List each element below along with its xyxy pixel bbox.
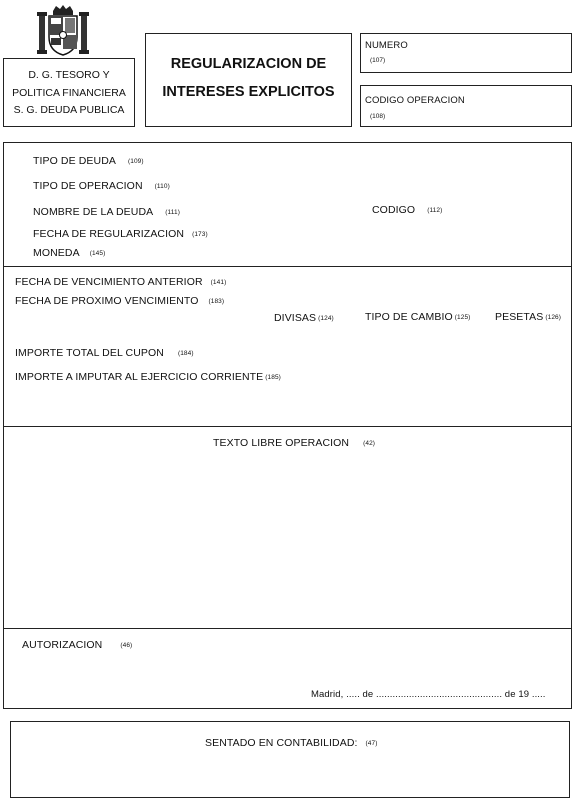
pesetas-label: PESETAS xyxy=(495,311,544,323)
importe-total-code: (184) xyxy=(177,350,194,357)
tipo-cambio-field[interactable] xyxy=(365,311,470,323)
autorizacion-field[interactable] xyxy=(22,639,132,651)
section-divider-1 xyxy=(3,266,572,267)
tipo-deuda-code: (109) xyxy=(127,158,144,165)
importe-imputar-label: IMPORTE A IMPUTAR AL EJERCICIO CORRIENTE xyxy=(15,371,264,383)
codigo-code: (112) xyxy=(427,207,443,214)
nombre-deuda-code: (111) xyxy=(165,209,180,216)
form-title-line-2: INTERESES EXPLICITOS xyxy=(162,84,335,100)
codigo-field[interactable] xyxy=(372,204,442,216)
codigo-operacion-box[interactable] xyxy=(360,85,572,127)
autorizacion-label: AUTORIZACION xyxy=(22,639,103,651)
org-line-1: D. G. TESORO Y xyxy=(28,69,110,81)
texto-libre-field[interactable] xyxy=(213,437,375,449)
fecha-proximo-vencimiento-field[interactable] xyxy=(15,295,224,307)
moneda-field[interactable] xyxy=(33,247,105,259)
importe-total-label: IMPORTE TOTAL DEL CUPON xyxy=(15,347,164,359)
moneda-code: (145) xyxy=(89,250,106,257)
importe-imputar-field[interactable] xyxy=(15,371,281,383)
divisas-label: DIVISAS xyxy=(274,312,317,324)
tipo-operacion-code: (110) xyxy=(154,183,170,190)
divisas-code: (124) xyxy=(318,315,334,322)
tipo-cambio-label: TIPO DE CAMBIO xyxy=(365,311,453,323)
codigo-operacion-label: CODIGO OPERACION xyxy=(365,95,465,106)
numero-box[interactable] xyxy=(360,33,572,73)
autorizacion-code: (46) xyxy=(120,642,133,649)
numero-label: NUMERO xyxy=(365,40,408,51)
fecha-proximo-vencimiento-label: FECHA DE PROXIMO VENCIMIENTO xyxy=(15,295,199,307)
section-divider-2 xyxy=(3,426,572,427)
section-divider-3 xyxy=(3,628,572,629)
tipo-deuda-field[interactable] xyxy=(33,155,144,167)
sentado-field xyxy=(205,737,378,749)
fecha-vencimiento-anterior-label: FECHA DE VENCIMIENTO ANTERIOR xyxy=(15,276,203,288)
coat-of-arms-emblem xyxy=(36,5,90,57)
codigo-operacion-code: (108) xyxy=(370,113,386,120)
sentado-contabilidad-box[interactable] xyxy=(10,721,570,798)
org-line-3: S. G. DEUDA PUBLICA xyxy=(13,104,125,116)
tipo-cambio-code: (125) xyxy=(454,314,471,321)
fecha-proximo-vencimiento-code: (183) xyxy=(208,298,225,305)
form-title-line-1: REGULARIZACION DE xyxy=(170,56,327,72)
sentado-label: SENTADO EN CONTABILIDAD: xyxy=(205,737,358,749)
organization-box xyxy=(3,58,135,127)
nombre-deuda-label: NOMBRE DE LA DEUDA xyxy=(33,206,154,218)
divisas-field[interactable] xyxy=(274,312,334,324)
numero-code: (107) xyxy=(370,57,386,64)
fecha-regularizacion-field[interactable] xyxy=(33,228,208,240)
sentado-code: (47) xyxy=(365,740,378,747)
texto-libre-code: (42) xyxy=(363,440,376,447)
fecha-vencimiento-anterior-field[interactable] xyxy=(15,276,226,288)
tipo-deuda-label: TIPO DE DEUDA xyxy=(33,155,116,167)
moneda-label: MONEDA xyxy=(33,247,80,259)
pesetas-code: (126) xyxy=(545,314,562,321)
nombre-deuda-field[interactable] xyxy=(33,206,180,218)
fecha-vencimiento-anterior-code: (141) xyxy=(210,279,227,286)
org-line-2: POLITICA FINANCIERA xyxy=(12,87,126,99)
fecha-lugar-line: Madrid, ..... de .............................................. de 19 ..... xyxy=(311,689,546,700)
tipo-operacion-field[interactable] xyxy=(33,180,170,192)
importe-imputar-code: (185) xyxy=(265,374,281,381)
pesetas-field[interactable] xyxy=(495,311,561,323)
fecha-regularizacion-code: (173) xyxy=(192,231,208,238)
codigo-label: CODIGO xyxy=(372,204,416,216)
tipo-operacion-label: TIPO DE OPERACION xyxy=(33,180,143,192)
fecha-regularizacion-label: FECHA DE REGULARIZACION xyxy=(33,228,185,240)
texto-libre-label: TEXTO LIBRE OPERACION xyxy=(213,437,350,449)
title-box xyxy=(145,33,352,127)
importe-total-field[interactable] xyxy=(15,347,194,359)
